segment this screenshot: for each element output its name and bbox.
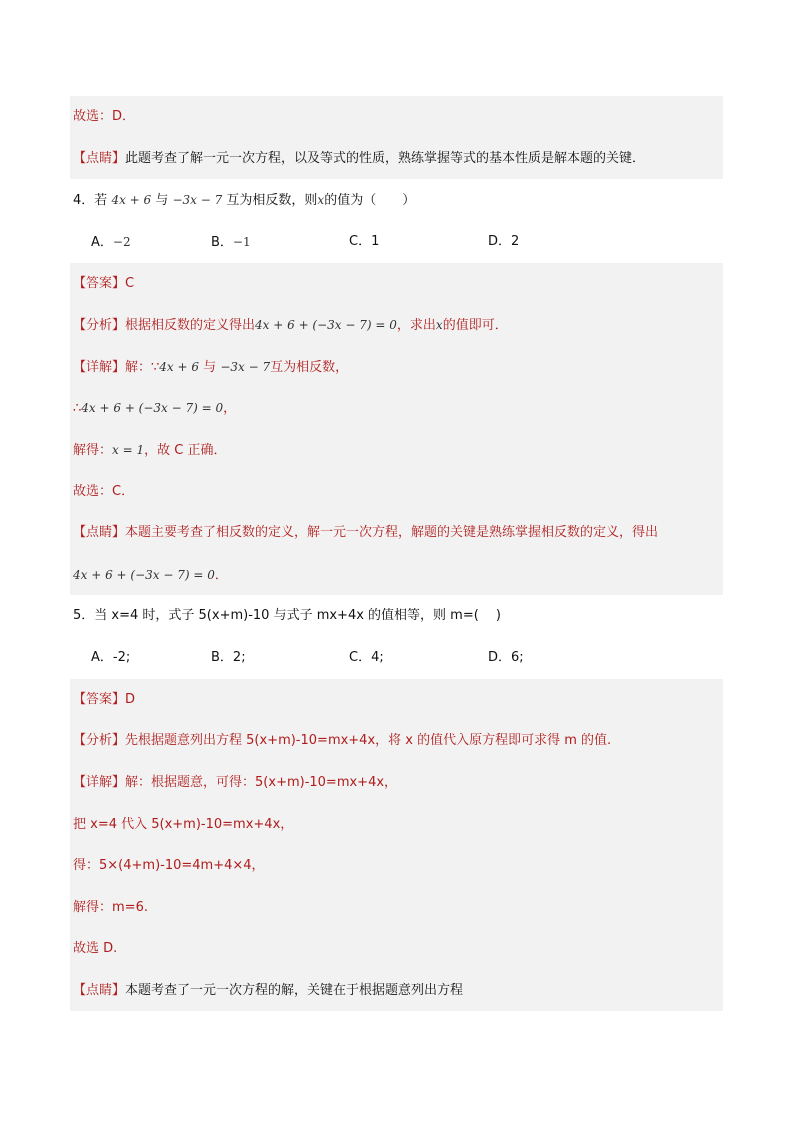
analysis-tag: 【分析】 [73,733,126,748]
option-label: A． [91,235,113,250]
answer-tag: 【答案】 [73,276,126,291]
math-expr: −3x − 7 [172,193,223,207]
analysis-line-q4 [73,315,508,336]
option-a [91,648,130,668]
option-b [211,232,251,253]
math-expr: 4x + 6 + (−3x − 7) = 0 [81,401,224,415]
choice-value: D． [112,109,136,124]
comment-text: 本题主要考查了相反数的定义，解一元一次方程，解题的关键是熟练掌握相反数的定义，得出 [125,525,659,540]
question-4-stem [73,190,415,211]
comment-tag: 【点睛】 [73,151,126,166]
result-line-q5 [73,856,265,876]
therefore-line-q4 [73,398,236,419]
analysis-text: 的值即可． [442,318,508,333]
comment-text: 本题考查了一元一次方程的解，关键在于根据题意列出方程 [125,983,464,998]
option-d [488,232,519,252]
detail-line-q5 [73,773,397,793]
punctuation: ， [223,401,237,416]
option-value: −1 [232,235,251,249]
answer-tag: 【答案】 [73,692,126,707]
detail-text: 与 [203,360,217,375]
stem-text: 若 [94,193,108,208]
answer-line-q5 [73,690,135,710]
detail-tag: 【详解】 [73,775,126,790]
option-label: D． [488,234,512,249]
question-5-stem [73,606,501,626]
analysis-tag: 【分析】 [73,318,126,333]
therefore-symbol: ∴ [73,401,82,416]
stem-text: 当 x=4 时，式子 5(x+m)-10 与式子 mx+4x 的值相等，则 m=( ) [94,608,502,623]
comment-line-q4 [73,523,658,543]
choice-value: C． [112,484,135,499]
stem-text: 互为相反数，则 [226,193,318,208]
comment-text: 此题考查了解一元一次方程，以及等式的性质，熟练掌握等式的基本性质是解本题的关键． [125,151,646,166]
math-var: x [317,193,325,207]
option-label: D． [488,650,512,665]
detail-equation: 5(x+m)-10=mx+4x， [255,775,398,790]
analysis-text: ，求出 [396,318,436,333]
detail-text: 解：∵ [125,360,160,375]
choice-line-q5 [73,939,117,959]
math-expr: 4x + 6 + (−3x − 7) = 0 [255,318,397,332]
choice-line-q4 [73,482,134,502]
solve-text: ，故 C 正确． [144,443,227,458]
comment-tag: 【点睛】 [73,983,126,998]
comment-line-q5 [73,981,463,1001]
detail-tag: 【详解】 [73,360,126,375]
substitute-line-q5 [73,815,293,835]
question-number: 4． [73,193,95,208]
solve-value: m=6. [112,900,148,915]
option-value: 4; [371,650,384,665]
substitute-text: 把 x=4 代入 5(x+m)-10=mx+4x， [73,817,294,832]
stem-text: 与 [155,193,169,208]
answer-value: D [125,692,136,707]
analysis-line-q5 [73,731,611,751]
choice-line-q3 [73,107,135,127]
math-var: x [435,318,443,332]
math-expr: x = 1 [112,443,145,457]
option-b [211,648,246,668]
punctuation: ． [214,568,228,583]
solve-line-q5 [73,898,148,918]
solve-label: 解得： [73,443,113,458]
comment-line-q3 [73,149,645,169]
option-value: 2 [511,234,520,249]
option-c [349,648,384,668]
math-expr: 4x + 6 + (−3x − 7) = 0 [73,568,215,582]
option-label: B． [211,235,233,250]
choice-text: 故选 D. [73,941,118,956]
result-equation: 5×(4+m)-10=4m+4×4， [99,858,265,873]
detail-line-q4 [73,357,348,378]
answer-line-q4 [73,274,134,294]
option-a [91,232,131,253]
analysis-text: 先根据题意列出方程 5(x+m)-10=mx+4x，将 x 的值代入原方程即可求得 m 的值. [125,733,612,748]
question-number: 5． [73,608,95,623]
math-expr: −3x − 7 [220,360,271,374]
result-label: 得： [73,858,100,873]
option-c [349,232,379,252]
comment-line-q4-cont [73,565,228,586]
answer-value: C [125,276,135,291]
solution-box-q5 [70,679,723,1011]
choice-label: 故选： [73,484,113,499]
option-value: -2; [112,650,131,665]
detail-text: 互为相反数， [270,360,349,375]
solve-label: 解得： [73,900,113,915]
option-label: A． [91,650,113,665]
analysis-text: 根据相反数的定义得出 [125,318,256,333]
option-label: C． [349,650,372,665]
solution-box-q4 [70,263,723,595]
choice-label: 故选： [73,109,113,124]
option-value: 2; [232,650,246,665]
comment-tag: 【点睛】 [73,525,126,540]
option-d [488,648,524,668]
option-label: C． [349,234,372,249]
stem-text: 的值为（ ） [324,193,416,208]
math-expr: 4x + 6 [111,193,152,207]
detail-text: 解：根据题意，可得： [125,775,256,790]
option-value: 1 [371,234,380,249]
solve-line-q4 [73,440,226,461]
math-expr: 4x + 6 [159,360,200,374]
option-value: −2 [112,235,131,249]
option-label: B． [211,650,233,665]
option-value: 6; [511,650,524,665]
